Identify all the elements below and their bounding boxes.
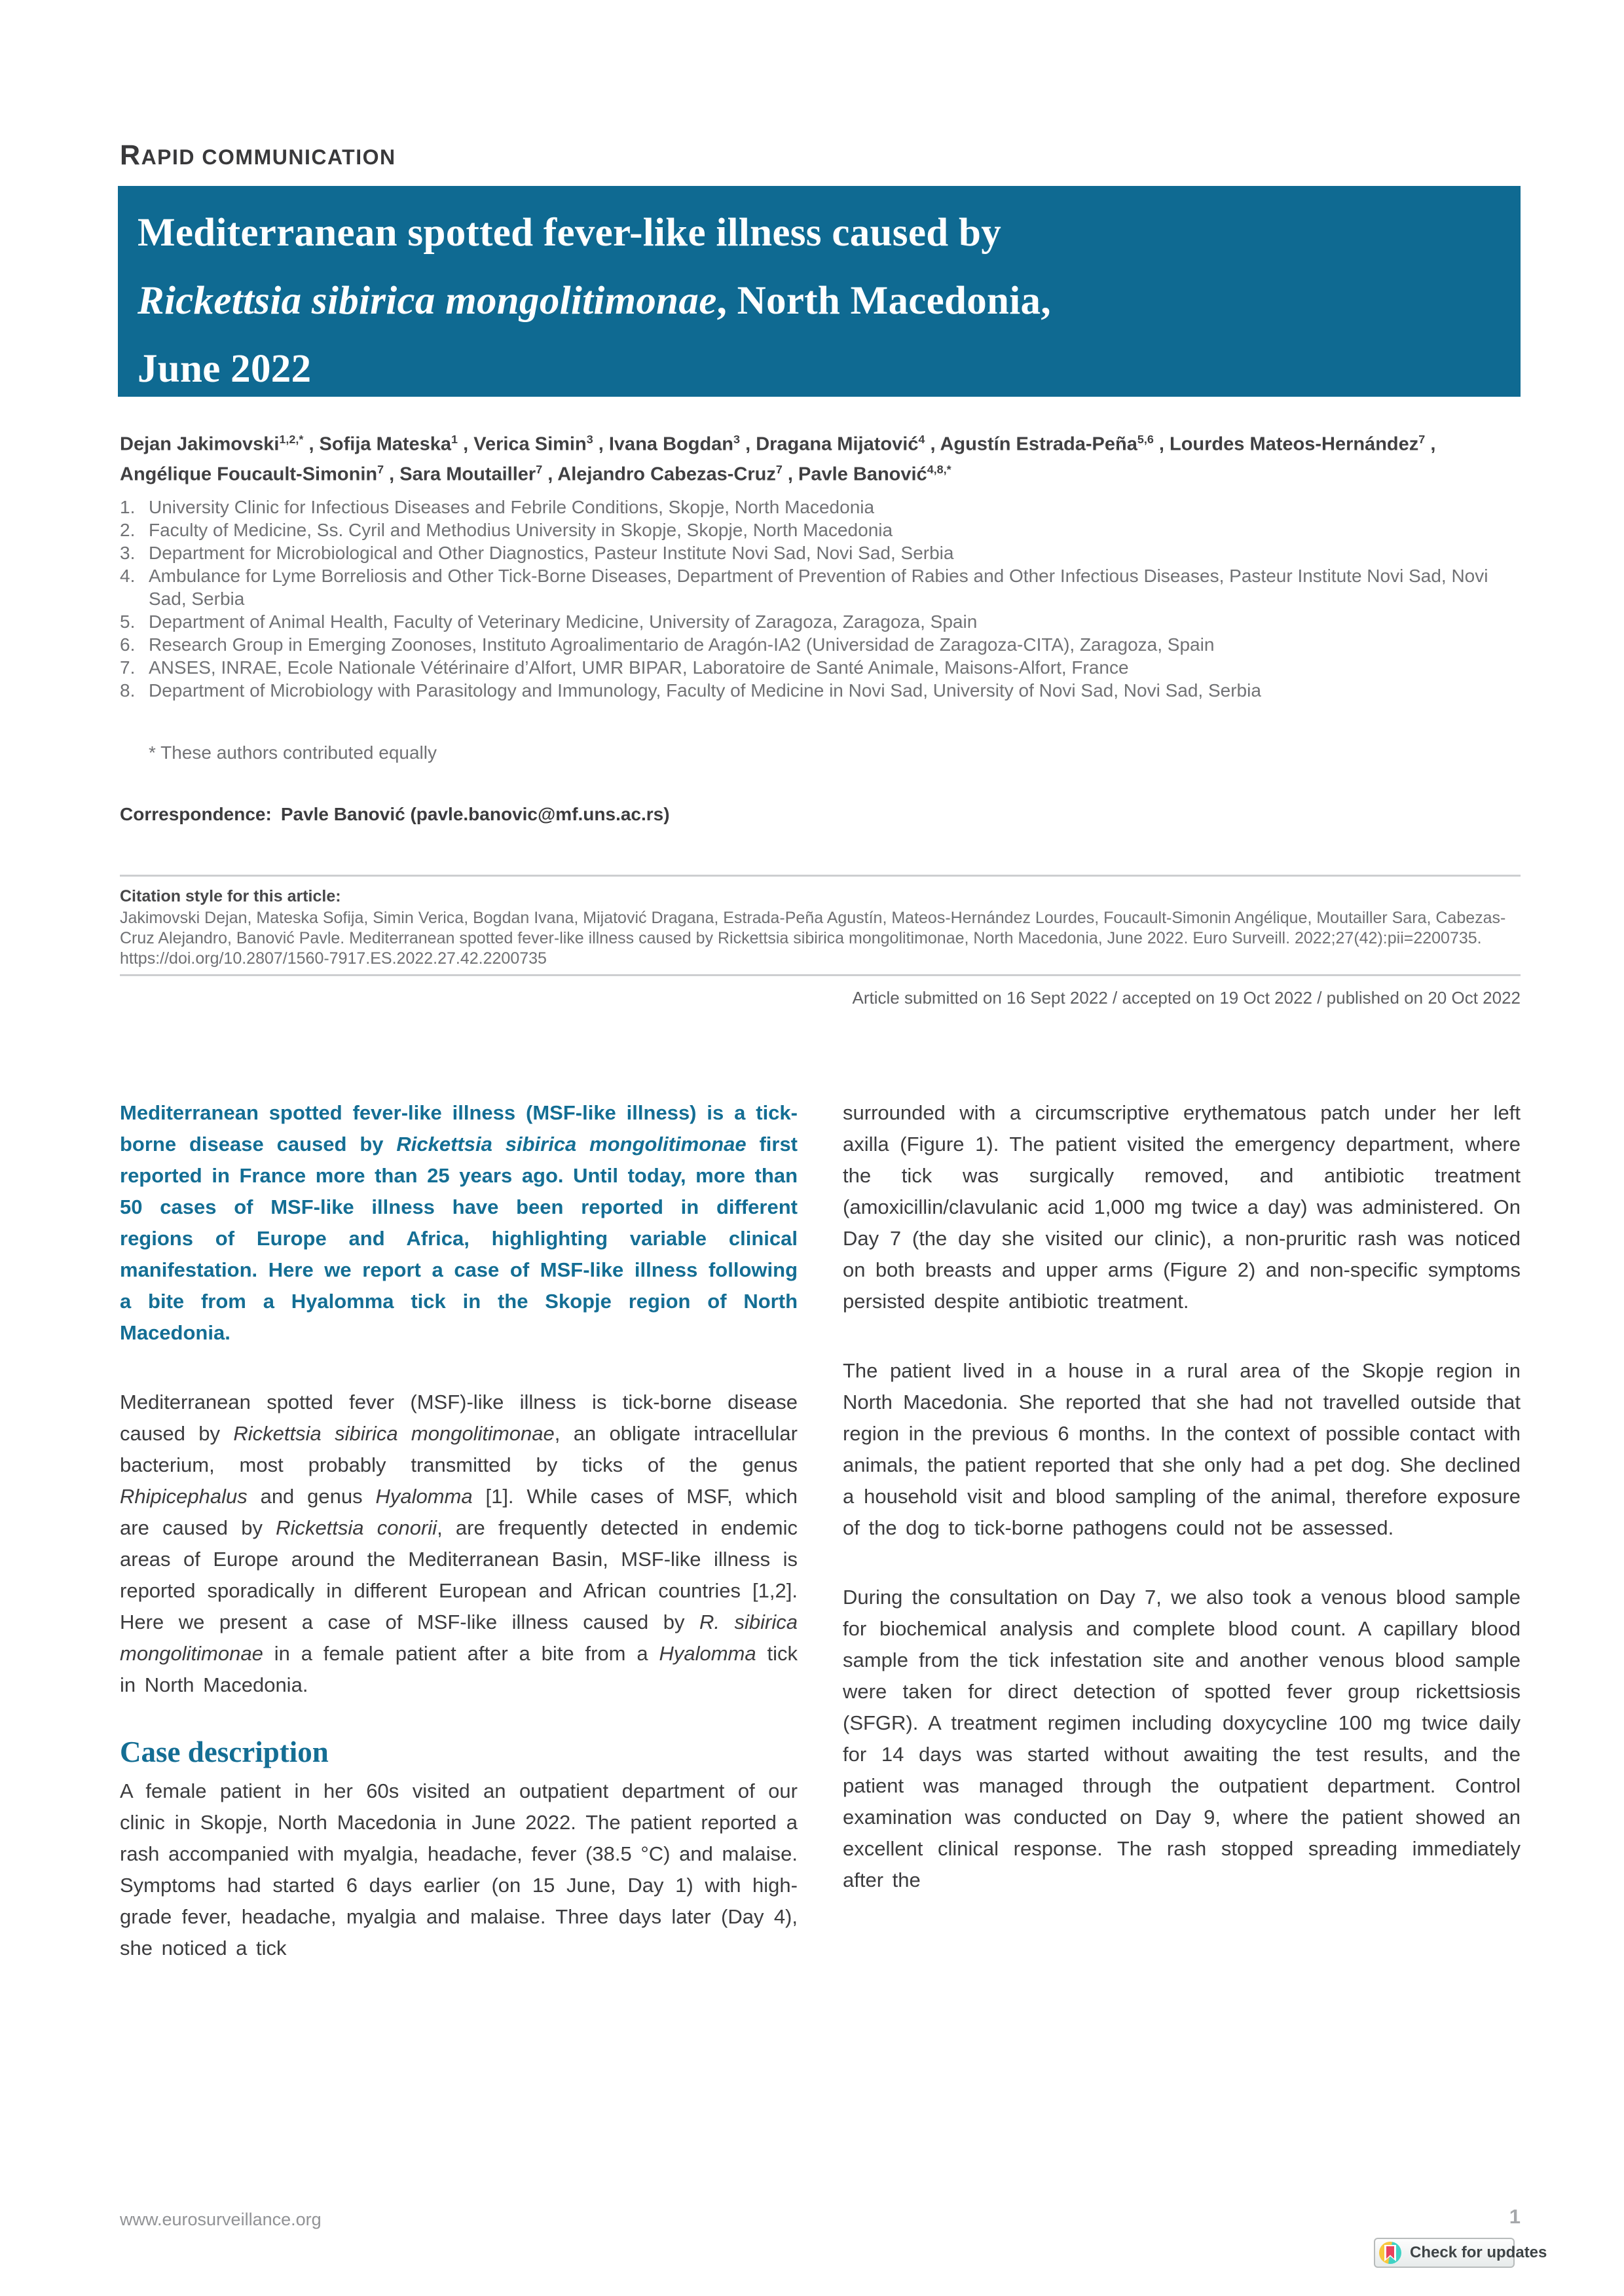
intro-paragraph: Mediterranean spotted fever (MSF)-like illness is tick-borne disease caused by Rickettsia sibirica mongolitimonae, an obligate intracellular bacterium, most probably transmitted by ticks of the genus Rhipicephalus and genus Hyalomma [1]. While cases of MSF, which are caused by Rickettsia conorii, are frequently detected in endemic areas of Europe around the Mediterranean Basin, MSF-like illness is reported sporadically in different European and African countries [1,2]. Here we present a case of MSF-like illness caused by R. sibirica mongolitimonae in a female patient after a bite from a Hyalomma tick in North Macedonia. xyxy=(120,1391,798,1697)
affiliation-number: 8. xyxy=(120,680,136,701)
divider-top xyxy=(120,875,1521,877)
affiliation-item xyxy=(120,496,1521,519)
author-list: Dejan Jakimovski$^{1,2,*}$ , Sofija Mateska$^1$ , Verica Simin$^3$ , Ivana Bogdan$^3$ , Dragana Mijatović$^4$ , Agustín Estrada-Peña$^{5,6}$ , Lourdes Mateos-Hernández$^7$ , Angélique Foucault-Simonin$^7$ , Sara Moutailler$^7$ , Alejandro Cabezas-Cruz$^7$ , Pavle Banović$^{4,8,*}$ xyxy=(120,433,1436,485)
case-paragraph-3: The patient lived in a house in a rural area of the Skopje region in North Macedonia. She reported that she had not travelled outside that region in the previous 6 months. In the context of possible contact with animals, the patient reported that she only had a pet dog. She declined a household visit and blood sampling of the animal, therefore exposure of the dog to tick-borne pathogens could not be assessed. xyxy=(843,1359,1521,1540)
affiliation-number: 3. xyxy=(120,543,136,564)
affiliation-number: 6. xyxy=(120,634,136,655)
page-content xyxy=(120,0,1521,2145)
affiliation-text: Department of Animal Health, Faculty of Veterinary Medicine, University of Zaragoza, Zaragoza, Spain xyxy=(149,611,978,632)
citation-text: Jakimovski Dejan, Mateska Sofija, Simin Verica, Bogdan Ivana, Mijatović Dragana, Estrada-Peña Agustín, Mateos-Hernández Lourdes, Foucault-Simonin Angélique, Moutailler Sara, Cabezas-Cruz Alejandro, Banović Pavle. Mediterranean spotted fever-like illness caused by Rickettsia sibirica mongolitimonae, North Macedonia, June 2022. Euro Surveill. 2022;27(42):pii=2200735. https://doi.org/10.2807/1560-7917.ES.2022.27.42.2200735 xyxy=(120,909,1506,968)
correspondence-value: Pavle Banović (pavle.banovic@mf.uns.ac.rs) xyxy=(280,804,670,825)
affiliation-text: University Clinic for Infectious Diseases and Febrile Conditions, Skopje, North Macedonia xyxy=(149,497,875,518)
article-type-label: RAPID COMMUNICATION xyxy=(120,139,396,171)
title-banner xyxy=(118,186,1521,397)
affiliation-item xyxy=(120,679,1521,702)
case-paragraph-2: surrounded with a circumscriptive erythematous patch under her left axilla (Figure 1). The patient visited the emergency department, where the tick was surgically removed, and antibiotic treatment (amoxicillin/clavulanic acid 1,000 mg twice a day) was administered. On Day 7 (the day she visited our clinic), a non-pruritic rash was noticed on both breasts and upper arms (Figure 2) and non-specific symptoms persisted despite antibiotic treatment. xyxy=(843,1101,1521,1313)
affiliation-text: Department of Microbiology with Parasitology and Immunology, Faculty of Medicine in Novi Sad, University of Novi Sad, Novi Sad, Serbia xyxy=(149,680,1261,701)
page-number: 1 xyxy=(1509,2205,1521,2228)
article-title: Mediterranean spotted fever-like illness caused by Rickettsia sibirica mongolitimonae, North Macedonia, June 2022 xyxy=(138,211,1051,391)
affiliation-text: ANSES, INRAE, Ecole Nationale Vétérinaire d’Alfort, UMR BIPAR, Laboratoire de Santé Animale, Maisons-Alfort, France xyxy=(149,657,1129,678)
affiliation-number: 4. xyxy=(120,566,136,587)
correspondence-label: Correspondence: xyxy=(120,804,272,825)
affiliation-number: 2. xyxy=(120,520,136,541)
affiliation-text: Ambulance for Lyme Borreliosis and Other Tick-Borne Diseases, Department of Prevention of Rabies and Other Infectious Diseases, Pasteur Institute Novi Sad, Novi Sad, Serbia xyxy=(149,566,1488,610)
affiliation-list xyxy=(120,496,1521,702)
affiliation-item xyxy=(120,541,1521,564)
section-heading-case-description: Case description xyxy=(120,1736,329,1769)
check-for-updates-badge[interactable] xyxy=(1374,2238,1547,2268)
crossmark-bookmark xyxy=(1386,2246,1394,2259)
column-right xyxy=(843,1097,1521,2145)
equal-contribution-note: * These authors contributed equally xyxy=(149,742,437,763)
check-for-updates-label: Check for updates xyxy=(1410,2244,1547,2261)
column-left xyxy=(120,1097,798,2145)
affiliation-item xyxy=(120,633,1521,656)
article-body xyxy=(120,1097,1521,2145)
affiliation-item xyxy=(120,656,1521,679)
crossmark-icon xyxy=(1379,2242,1401,2264)
submission-dates: Article submitted on 16 Sept 2022 / accepted on 19 Oct 2022 / published on 20 Oct 2022 xyxy=(852,988,1521,1008)
divider-bottom xyxy=(120,974,1521,976)
case-paragraph-4: During the consultation on Day 7, we also took a venous blood sample for biochemical analysis and complete blood count. A capillary blood sample from the tick infestation site and another venous blood sample were taken for direct detection of spotted fever group rickettsiosis (SFGR). A treatment regimen including doxycycline 100 mg twice daily for 14 days was started without awaiting the test results, and the patient was managed through the outpatient department. Control examination was conducted on Day 9, where the patient showed an excellent clinical response. The rash stopped spreading immediately after the xyxy=(843,1586,1521,1892)
affiliation-number: 1. xyxy=(120,497,136,518)
abstract-paragraph: Mediterranean spotted fever-like illness (MSF-like illness) is a tick-borne disease caused by Rickettsia sibirica mongolitimonae first reported in France more than 25 years ago. Until today, more than 50 cases of MSF-like illness have been reported in different regions of Europe and Africa, highlighting variable clinical manifestation. Here we report a case of MSF-like illness following a bite from a Hyalomma tick in the Skopje region of North Macedonia. xyxy=(120,1101,798,1345)
case-paragraph-1: A female patient in her 60s visited an outpatient department of our clinic in Skopje, North Macedonia in June 2022. The patient reported a rash accompanied with myalgia, headache, fever (38.5 °C) and malaise. Symptoms had started 6 days earlier (on 15 June, Day 1) with high-grade fever, headache, myalgia and malaise. Three days later (Day 4), she noticed a tick xyxy=(120,1779,798,1960)
affiliation-item xyxy=(120,564,1521,610)
footer-site-url: www.eurosurveillance.org xyxy=(120,2210,322,2229)
citation-style-label: Citation style for this article: xyxy=(120,887,341,906)
affiliation-number: 5. xyxy=(120,611,136,632)
affiliation-text: Faculty of Medicine, Ss. Cyril and Methodius University in Skopje, Skopje, North Macedonia xyxy=(149,520,893,541)
affiliation-number: 7. xyxy=(120,657,136,678)
affiliation-text: Research Group in Emerging Zoonoses, Instituto Agroalimentario de Aragón-IA2 (Universidad de Zaragoza-CITA), Zaragoza, Spain xyxy=(149,634,1215,655)
affiliation-text: Department for Microbiological and Other Diagnostics, Pasteur Institute Novi Sad, Novi Sad, Serbia xyxy=(149,543,954,564)
affiliation-item xyxy=(120,519,1521,541)
affiliation-item xyxy=(120,610,1521,633)
correspondence-line xyxy=(120,804,1521,825)
